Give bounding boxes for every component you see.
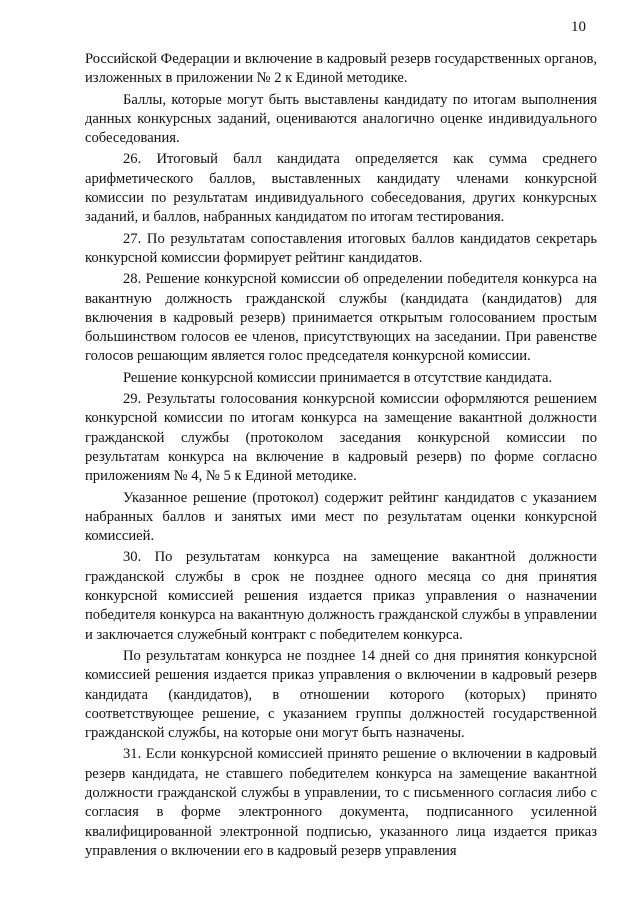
paragraph-continuation: Российской Федерации и включение в кадровый резерв государственных органов, изложенных в приложении № 2 к Единой методике.	[85, 51, 597, 87]
paragraph-item-26: 26. Итоговый балл кандидата определяется как сумма среднего арифметического баллов, выставленных кандидату членами конкурсной комиссии по результатам индивидуального собеседования, других конкурсных заданий, и баллов, набранных кандидатом по итогам тестирования.	[85, 151, 597, 226]
document-body	[85, 50, 597, 861]
page-number: 10	[571, 19, 586, 35]
paragraph-item-31: 31. Если конкурсной комиссией принято решение о включении в кадровый резерв кандидата, не ставшего победителем конкурса на замещение вакантной должности гражданской службы в управлении, то с письменного согласия либо с согласия в форме электронного документа, подписанного усиленной квалифицированной электронной подписью, указанного лица издается приказ управления о включении его в кадровый резерв управления	[85, 746, 597, 859]
paragraph-item-30: 30. По результатам конкурса на замещение вакантной должности гражданской службы в срок не позднее одного месяца со дня принятия конкурсной комиссией решения издается приказ управления о назначении победителя конкурса на вакантную должность гражданской службы в управлении и заключается служебный контракт с победителем конкурса.	[85, 549, 597, 643]
paragraph-item-27: 27. По результатам сопоставления итоговых баллов кандидатов секретарь конкурсной комиссии формирует рейтинг кандидатов.	[85, 230, 597, 266]
paragraph-decision-absence: Решение конкурсной комиссии принимается в отсутствие кандидата.	[123, 369, 553, 386]
paragraph-protocol-rating: Указанное решение (протокол) содержит рейтинг кандидатов с указанием набранных баллов и занятых ими мест по результатам оценки конкурсной комиссией.	[85, 489, 597, 545]
paragraph-scores-assessment: Баллы, которые могут быть выставлены кандидату по итогам выполнения данных конкурсных заданий, оцениваются аналогично оценке индивидуального собеседования.	[85, 91, 597, 147]
paragraph-reserve-order: По результатам конкурса не позднее 14 дней со дня принятия конкурсной комиссией решения издается приказ управления о включении в кадровый резерв кандидата (кандидатов), в отношении которого (которых) принято соответствующее решение, с указанием группы должностей государственной гражданской службы, на которые они могут быть назначены.	[85, 647, 597, 742]
paragraph-item-29: 29. Результаты голосования конкурсной комиссии оформляются решением конкурсной комиссии по итогам конкурса на замещение вакантной должности гражданской службы (протоколом заседания конкурсной комиссии по результатам конкурса на включение в кадровый резерв) по форме согласно приложениям № 4, № 5 к Единой методике.	[85, 391, 597, 485]
paragraph-item-28: 28. Решение конкурсной комиссии об определении победителя конкурса на вакантную должность гражданской службы (кандидата (кандидатов) для включения в кадровый резерв) принимается открытым голосованием простым большинством голосов ее членов, присутствующих на заседании. При равенстве голосов решающим является голос председателя конкурсной комиссии.	[85, 271, 597, 365]
